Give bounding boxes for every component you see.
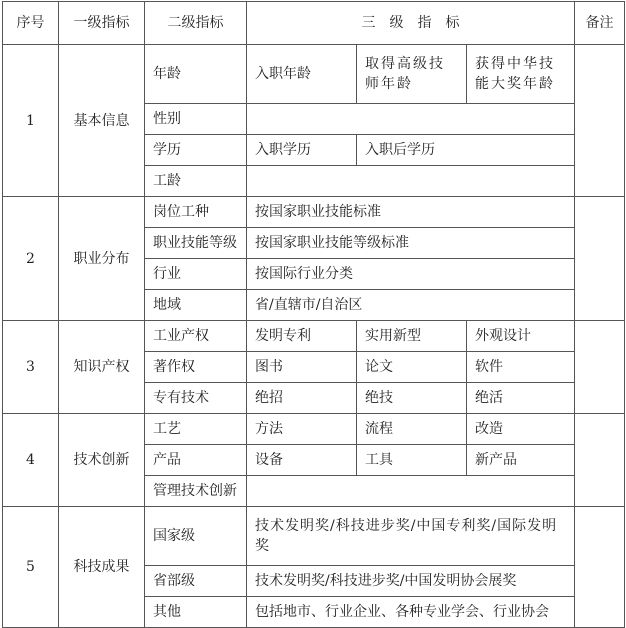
table-row <box>3 45 625 104</box>
remark-cell <box>575 197 625 321</box>
level2-cell: 工艺 <box>145 414 247 445</box>
level2-cell: 工业产权 <box>145 321 247 352</box>
level2-cell: 其他 <box>145 597 247 628</box>
level2-cell: 产品 <box>145 445 247 476</box>
level3-cell: 软件 <box>467 352 575 383</box>
level3-cell: 包括地市、行业企业、各种专业学会、行业协会 <box>247 597 575 628</box>
group-number: 4 <box>3 414 59 507</box>
level3-cell: 方法 <box>247 414 357 445</box>
level3-cell: 论文 <box>357 352 467 383</box>
level3-cell <box>247 166 575 197</box>
level3-cell <box>247 476 575 507</box>
level3-cell: 取得高级技师年龄 <box>357 45 467 104</box>
level3-cell: 外观设计 <box>467 321 575 352</box>
level2-cell: 国家级 <box>145 507 247 566</box>
level2-cell: 管理技术创新 <box>145 476 247 507</box>
group-name: 职业分布 <box>59 197 145 321</box>
level2-cell: 地域 <box>145 290 247 321</box>
level3-cell: 入职学历 <box>247 135 357 166</box>
level3-cell: 绝技 <box>357 383 467 414</box>
level2-cell: 年龄 <box>145 45 247 104</box>
group-number: 1 <box>3 45 59 197</box>
group-number: 5 <box>3 507 59 628</box>
level3-cell: 工具 <box>357 445 467 476</box>
level3-cell: 实用新型 <box>357 321 467 352</box>
remark-cell <box>575 507 625 628</box>
level2-cell: 专有技术 <box>145 383 247 414</box>
level3-cell: 入职后学历 <box>357 135 575 166</box>
header-row <box>3 2 625 45</box>
level3-cell: 技术发明奖/科技进步奖/中国专利奖/国际发明奖 <box>247 507 575 566</box>
table-row <box>3 414 625 445</box>
group-number: 2 <box>3 197 59 321</box>
level3-cell: 技术发明奖/科技进步奖/中国发明协会展奖 <box>247 566 575 597</box>
remark-cell <box>575 321 625 414</box>
level3-cell: 设备 <box>247 445 357 476</box>
group-name: 技术创新 <box>59 414 145 507</box>
level3-cell: 绝活 <box>467 383 575 414</box>
level3-cell: 图书 <box>247 352 357 383</box>
level2-cell: 省部级 <box>145 566 247 597</box>
level2-cell: 工龄 <box>145 166 247 197</box>
level3-cell: 按国家职业技能等级标准 <box>247 228 575 259</box>
group-name: 知识产权 <box>59 321 145 414</box>
header-seq: 序号 <box>3 2 59 45</box>
level3-cell: 省/直辖市/自治区 <box>247 290 575 321</box>
level3-cell: 获得中华技能大奖年龄 <box>467 45 575 104</box>
table-row <box>3 197 625 228</box>
level2-cell: 行业 <box>145 259 247 290</box>
level2-cell: 岗位工种 <box>145 197 247 228</box>
level3-cell: 流程 <box>357 414 467 445</box>
indicator-table <box>2 1 625 628</box>
level2-cell: 职业技能等级 <box>145 228 247 259</box>
header-level1: 一级指标 <box>59 2 145 45</box>
level3-cell <box>247 104 575 135</box>
level3-cell: 按国家职业技能标准 <box>247 197 575 228</box>
remark-cell <box>575 45 625 197</box>
table-row <box>3 507 625 566</box>
group-number: 3 <box>3 321 59 414</box>
header-remark: 备注 <box>575 2 625 45</box>
header-level3: 三 级 指 标 <box>247 2 575 45</box>
level3-cell: 新产品 <box>467 445 575 476</box>
header-level2: 二级指标 <box>145 2 247 45</box>
level2-cell: 性别 <box>145 104 247 135</box>
level3-cell: 发明专利 <box>247 321 357 352</box>
level2-cell: 学历 <box>145 135 247 166</box>
level3-cell: 绝招 <box>247 383 357 414</box>
level3-cell: 按国际行业分类 <box>247 259 575 290</box>
table-row <box>3 321 625 352</box>
group-name: 科技成果 <box>59 507 145 628</box>
level3-cell: 入职年龄 <box>247 45 357 104</box>
remark-cell <box>575 414 625 507</box>
level3-cell: 改造 <box>467 414 575 445</box>
group-name: 基本信息 <box>59 45 145 197</box>
level2-cell: 著作权 <box>145 352 247 383</box>
